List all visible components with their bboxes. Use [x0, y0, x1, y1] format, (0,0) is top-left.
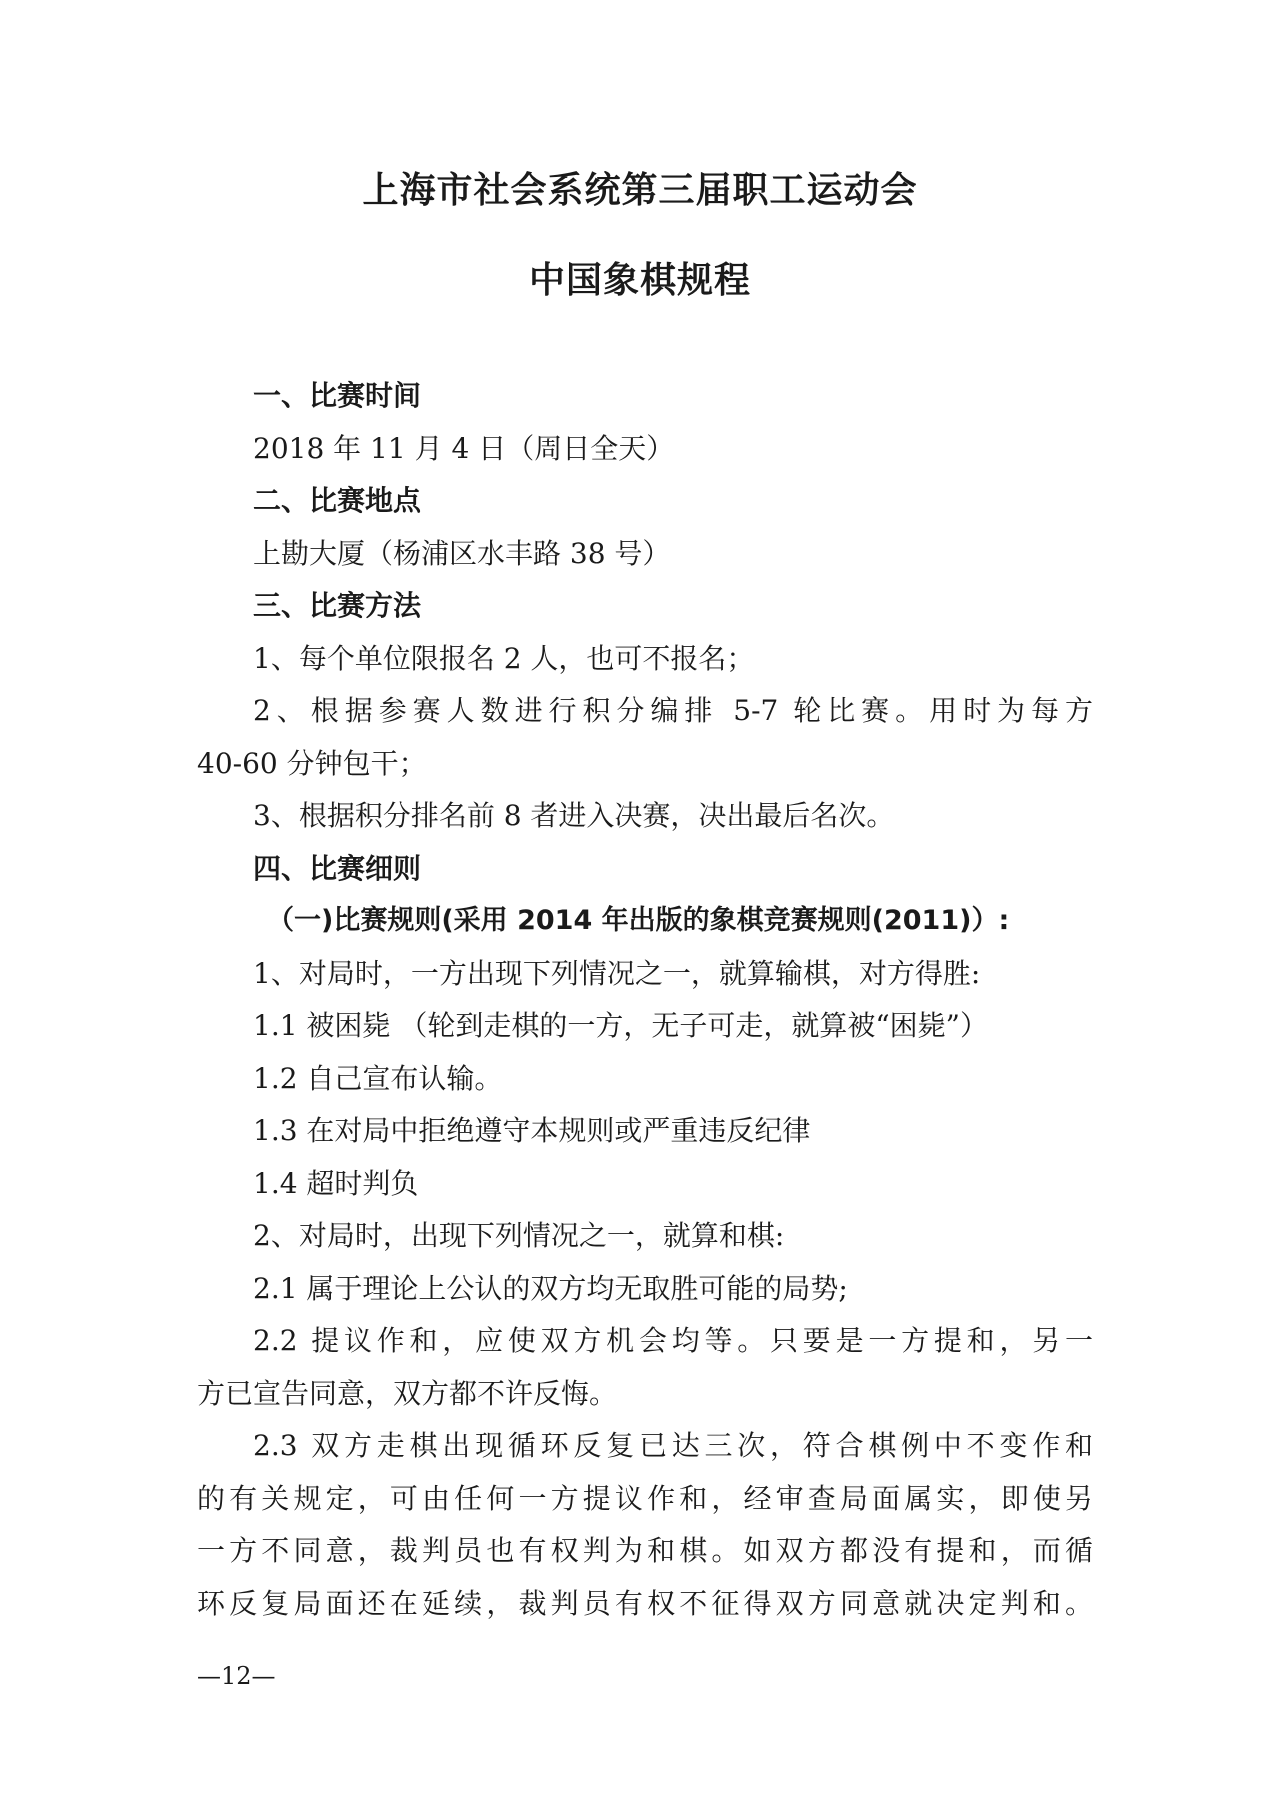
rule-2-3-line-1: 2.3 双方走棋出现循环反复已达三次，符合棋例中不变作和 — [253, 1429, 1093, 1462]
rule-2-3-line-2: 的有关规定，可由任何一方提议作和，经审查局面属实，即使另 — [197, 1481, 1093, 1515]
section-heading-time: 一、比赛时间 — [253, 379, 422, 412]
document-subtitle: 中国象棋规程 — [528, 260, 751, 301]
document-body — [197, 370, 1093, 1630]
section-heading-rules: 四、比赛细则 — [253, 851, 422, 885]
rule-2-1: 2.1 属于理论上公认的双方均无取胜可能的局势; — [253, 1271, 848, 1305]
section-heading-method: 三、比赛方法 — [253, 589, 422, 622]
method-item-1: 1、每个单位限报名 2 人，也可不报名； — [253, 641, 755, 675]
method-item-2-line-1: 2、根据参赛人数进行积分编排 5-7 轮比赛。用时为每方 — [253, 694, 1093, 727]
rule-1: 1、对局时，一方出现下列情况之一，就算输棋，对方得胜: — [253, 956, 981, 990]
paragraph-time: 2018 年 11 月 4 日（周日全天） — [253, 431, 675, 465]
subsection-heading-competition-rules: （一)比赛规则(采用 2014 年出版的象棋竞赛规则(2011)）: — [267, 905, 1010, 936]
rule-1-4: 1.4 超时判负 — [253, 1166, 419, 1200]
paragraph-location: 上勘大厦（杨浦区水丰路 38 号） — [253, 536, 671, 570]
section-heading-location: 二、比赛地点 — [253, 484, 422, 517]
rule-2-3-line-4: 环反复局面还在延续，裁判员有权不征得双方同意就决定判和。 — [197, 1586, 1093, 1620]
rule-2: 2、对局时，出现下列情况之一，就算和棋: — [253, 1219, 785, 1252]
method-item-3: 3、根据积分排名前 8 者进入决赛，决出最后名次。 — [253, 799, 895, 832]
rule-1-3: 1.3 在对局中拒绝遵守本规则或严重违反纪律 — [253, 1114, 811, 1147]
method-item-2-line-2: 40-60 分钟包干； — [197, 746, 427, 780]
document-title: 上海市社会系统第三届职工运动会 — [362, 170, 918, 211]
rule-2-2-line-2: 方已宣告同意，双方都不许反悔。 — [197, 1376, 618, 1410]
rule-2-2-line-1: 2.2 提议作和，应使双方机会均等。只要是一方提和，另一 — [253, 1324, 1093, 1357]
page-number: —12— — [197, 1662, 276, 1690]
rule-1-2: 1.2 自己宣布认输。 — [253, 1061, 503, 1095]
rule-2-3-line-3: 一方不同意，裁判员也有权判为和棋。如双方都没有提和，而循 — [197, 1534, 1093, 1567]
rule-1-1: 1.1 被困毙 （轮到走棋的一方，无子可走，就算被“困毙”） — [253, 1009, 988, 1042]
